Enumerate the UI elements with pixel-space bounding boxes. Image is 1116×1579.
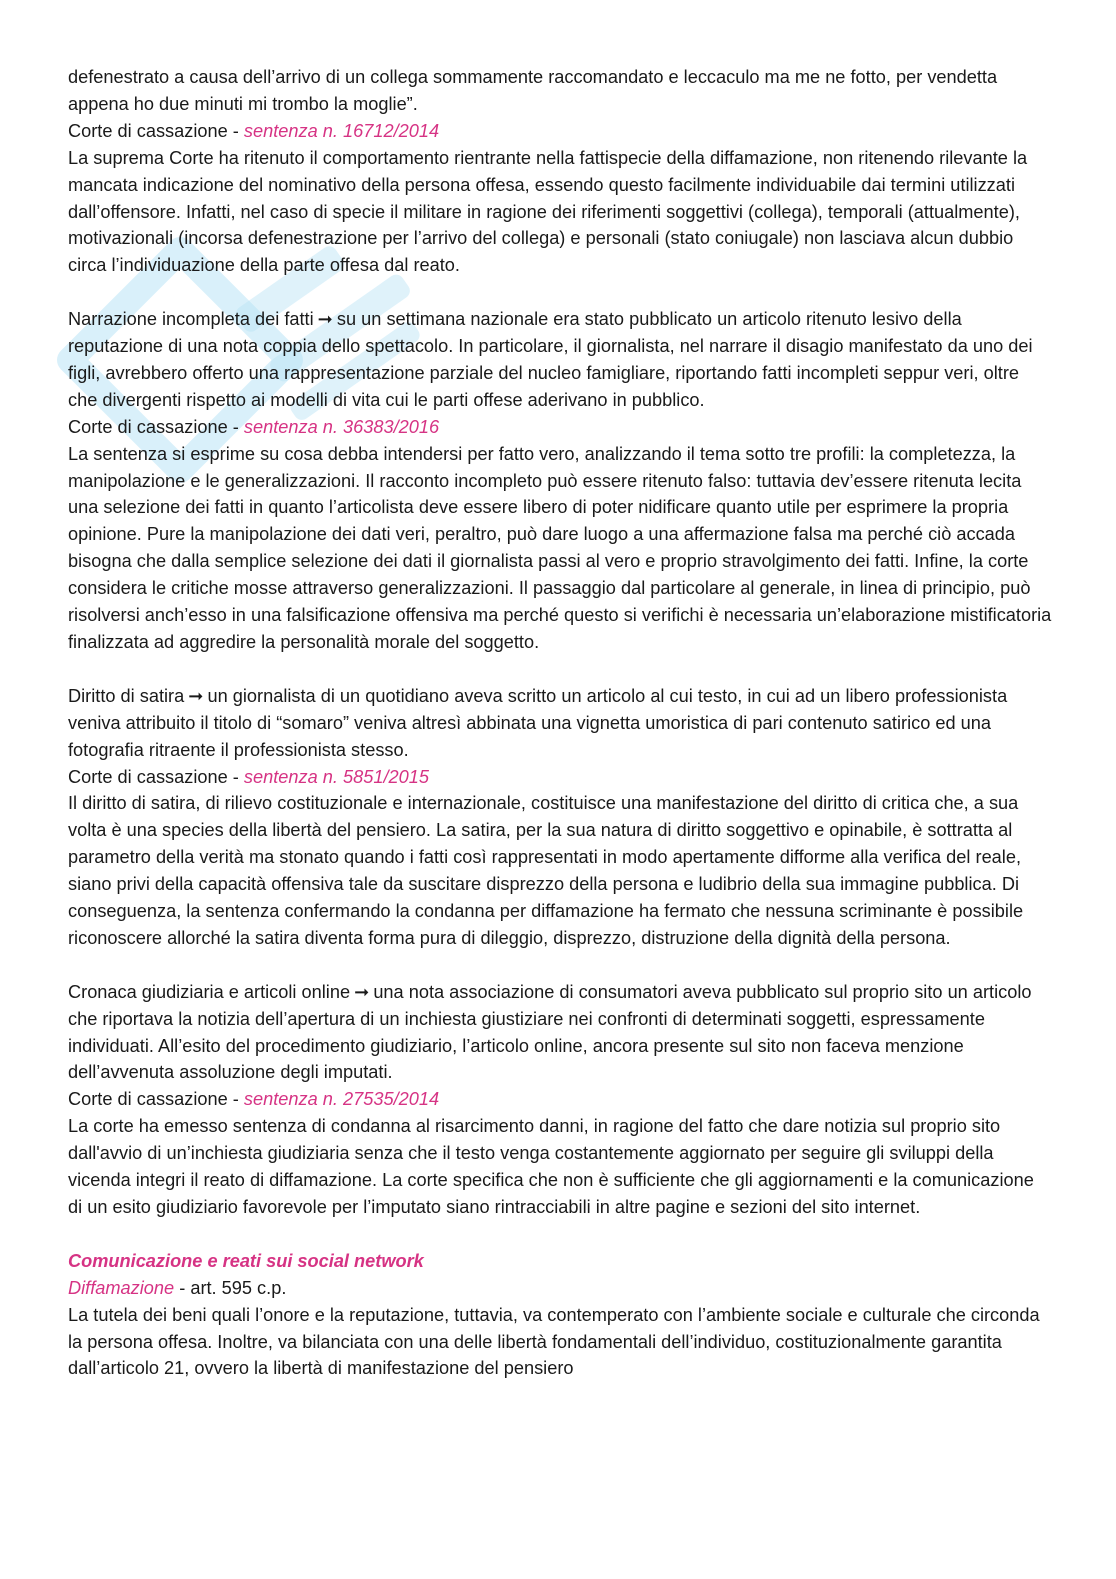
section-subheading: Diffamazione xyxy=(68,1277,175,1298)
arrow-right-icon: ➞ xyxy=(317,309,333,330)
paragraph-gap xyxy=(68,656,1053,683)
case-analysis-text: La corte ha emesso sentenza di condanna al risarcimento danni, in ragione del fatto che dare notizia sul proprio sito dall'avvio di un’inchiesta giudiziaria senza che il testo venga costantemente aggiornato per seguire gli sviluppi della vicenda integri il reato di diffamazione. La corte specifica che non è sufficiente che gli aggiornamenti e la comunicazione di un esito giudiziario favorevole per l’imputato siano rintracciabili in altre pagine e sezioni del sito internet. xyxy=(68,1116,1034,1218)
case-block xyxy=(68,979,1053,1221)
case-topic: Narrazione incompleta dei fatti xyxy=(68,309,314,330)
section-block xyxy=(68,1248,1053,1383)
section-body-text: La tutela dei beni quali l’onore e la reputazione, tuttavia, va contemperato con l’ambiente sociale e culturale che circonda la persona offesa. Inoltre, va bilanciata con una delle libertà fondamentali dell’individuo, costituzionalmente garantita dall’articolo 21, ovvero la libertà di manifestazione del pensiero xyxy=(68,1304,1040,1379)
case-facts xyxy=(68,306,1053,414)
case-analysis-text: La sentenza si esprime su cosa debba intendersi per fatto vero, analizzando il tema sotto tre profili: la completezza, la manipolazione e le generalizzazioni. Il racconto incompleto può essere ritenuto falso: tuttavia dev’essere ritenuta lecita una selezione dei fatti in quanto l’articolista deve essere libero di poter nidificare quanto utile per esprimere la propria opinione. Pure la manipolazione dei dati veri, peraltro, può dare luogo a una affermazione falsa ma perché ciò accada bisogna che dalla semplice selezione dei dati il giornalista passi al vero e proprio stravolgimento dei fatti. Infine, la corte considera le critiche mosse attraverso generalizzazioni. Il passaggio dal particolare al generale, in linea di principio, può risolversi anch’esso in una falsificazione offensiva ma perché questo si verifichi è necessaria un’elaborazione mistificatoria finalizzata ad aggredire la personalità morale del soggetto. xyxy=(68,443,1052,653)
ruling-reference-link[interactable]: sentenza n. 16712/2014 xyxy=(243,120,440,141)
case-block xyxy=(68,306,1053,656)
document-body xyxy=(68,64,1053,1382)
case-facts-text: una nota associazione di consumatori aveva pubblicato sul proprio sito un articolo che riportava la notizia dell’apertura di un inchiesta giustiziare nei confronti di determinati soggetti, espressamente individuati. All’esito del procedimento giudiziario, l’articolo online, ancora presente sul sito non faceva menzione dell’avvenuta assoluzione degli imputati. xyxy=(68,981,1032,1083)
ruling-reference-link[interactable]: sentenza n. 5851/2015 xyxy=(243,766,429,787)
court-name: Corte di cassazione xyxy=(68,1089,228,1110)
paragraph-gap xyxy=(68,952,1053,979)
paragraph-gap xyxy=(68,1221,1053,1248)
court-citation xyxy=(68,414,1053,441)
court-citation xyxy=(68,764,1053,791)
arrow-right-icon: ➞ xyxy=(188,685,204,706)
court-citation xyxy=(68,1086,1053,1113)
case-facts xyxy=(68,979,1053,1087)
section-subheading-line xyxy=(68,1275,1053,1302)
case-topic: Cronaca giudiziaria e articoli online xyxy=(68,981,351,1002)
case-intro-text: defenestrato a causa dell’arrivo di un collega sommamente raccomandato e leccaculo ma me ne fotto, per vendetta appena ho due minuti mi trombo la moglie”. xyxy=(68,67,998,114)
article-reference: art. 595 c.p. xyxy=(190,1277,287,1298)
citation-separator: - xyxy=(174,1277,191,1298)
section-heading: Comunicazione e reati sui social network xyxy=(68,1250,424,1271)
court-citation xyxy=(68,118,1053,145)
arrow-right-icon: ➞ xyxy=(354,981,370,1002)
case-topic: Diritto di satira xyxy=(68,685,185,706)
citation-separator: - xyxy=(227,120,244,141)
case-facts-text: su un settimana nazionale era stato pubblicato un articolo ritenuto lesivo della reputazione di una nota coppia dello spettacolo. In particolare, il giornalista, nel narrare il disagio manifestato da uno dei figli, avrebbero offerto una rappresentazione parziale del nucleo famigliare, riportando fatti incompleti seppur veri, oltre che divergenti rispetto ai modelli di vita cui le parti offese aderivano in pubblico. xyxy=(68,309,1033,410)
ruling-reference-link[interactable]: sentenza n. 27535/2014 xyxy=(243,1089,440,1110)
paragraph-gap xyxy=(68,279,1053,306)
case-block xyxy=(68,64,1053,279)
case-analysis-text: Il diritto di satira, di rilievo costituzionale e internazionale, costituisce una manifestazione del diritto di critica che, a sua volta è una species della libertà del pensiero. La satira, per la sua natura di diritto soggettivo e opinabile, è sottratta al parametro della verità ma stonato quando i fatti così rappresentati in modo apertamente difforme alla verifica del reale, siano privi della capacità offensiva tale da suscitare disprezzo della persona e ludibrio della sua immagine pubblica. Di conseguenza, la sentenza confermando la condanna per diffamazione ha fermato che nessuna scriminante è possibile riconoscere allorché la satira diventa forma pura di dileggio, disprezzo, distruzione della dignità della persona. xyxy=(68,793,1024,948)
court-name: Corte di cassazione xyxy=(68,120,228,141)
case-analysis-text: La suprema Corte ha ritenuto il comportamento rientrante nella fattispecie della diffamazione, non ritenendo rilevante la mancata indicazione del nominativo della persona offesa, essendo questo facilmente individuabile dai termini utilizzati dall’offensore. Infatti, nel caso di specie il militare in ragione dei riferimenti soggettivi (collega), temporali (attualmente), motivazionali (incorsa defenestrazione per l’arrivo del collega) e personali (stato coniugale) non lasciava alcun dubbio circa l’individuazione della parte offesa dal reato. xyxy=(68,147,1028,276)
citation-separator: - xyxy=(227,416,244,437)
case-facts xyxy=(68,683,1053,764)
case-facts-text: un giornalista di un quotidiano aveva scritto un articolo al cui testo, in cui ad un libero professionista veniva attribuito il titolo di “somaro” veniva altresì abbinata una vignetta umoristica di pari contenuto satirico ed una fotografia ritraente il professionista stesso. xyxy=(68,685,1008,760)
court-name: Corte di cassazione xyxy=(68,766,228,787)
court-name: Corte di cassazione xyxy=(68,416,228,437)
ruling-reference-link[interactable]: sentenza n. 36383/2016 xyxy=(243,416,440,437)
citation-separator: - xyxy=(227,1089,244,1110)
citation-separator: - xyxy=(227,766,244,787)
case-block xyxy=(68,683,1053,952)
